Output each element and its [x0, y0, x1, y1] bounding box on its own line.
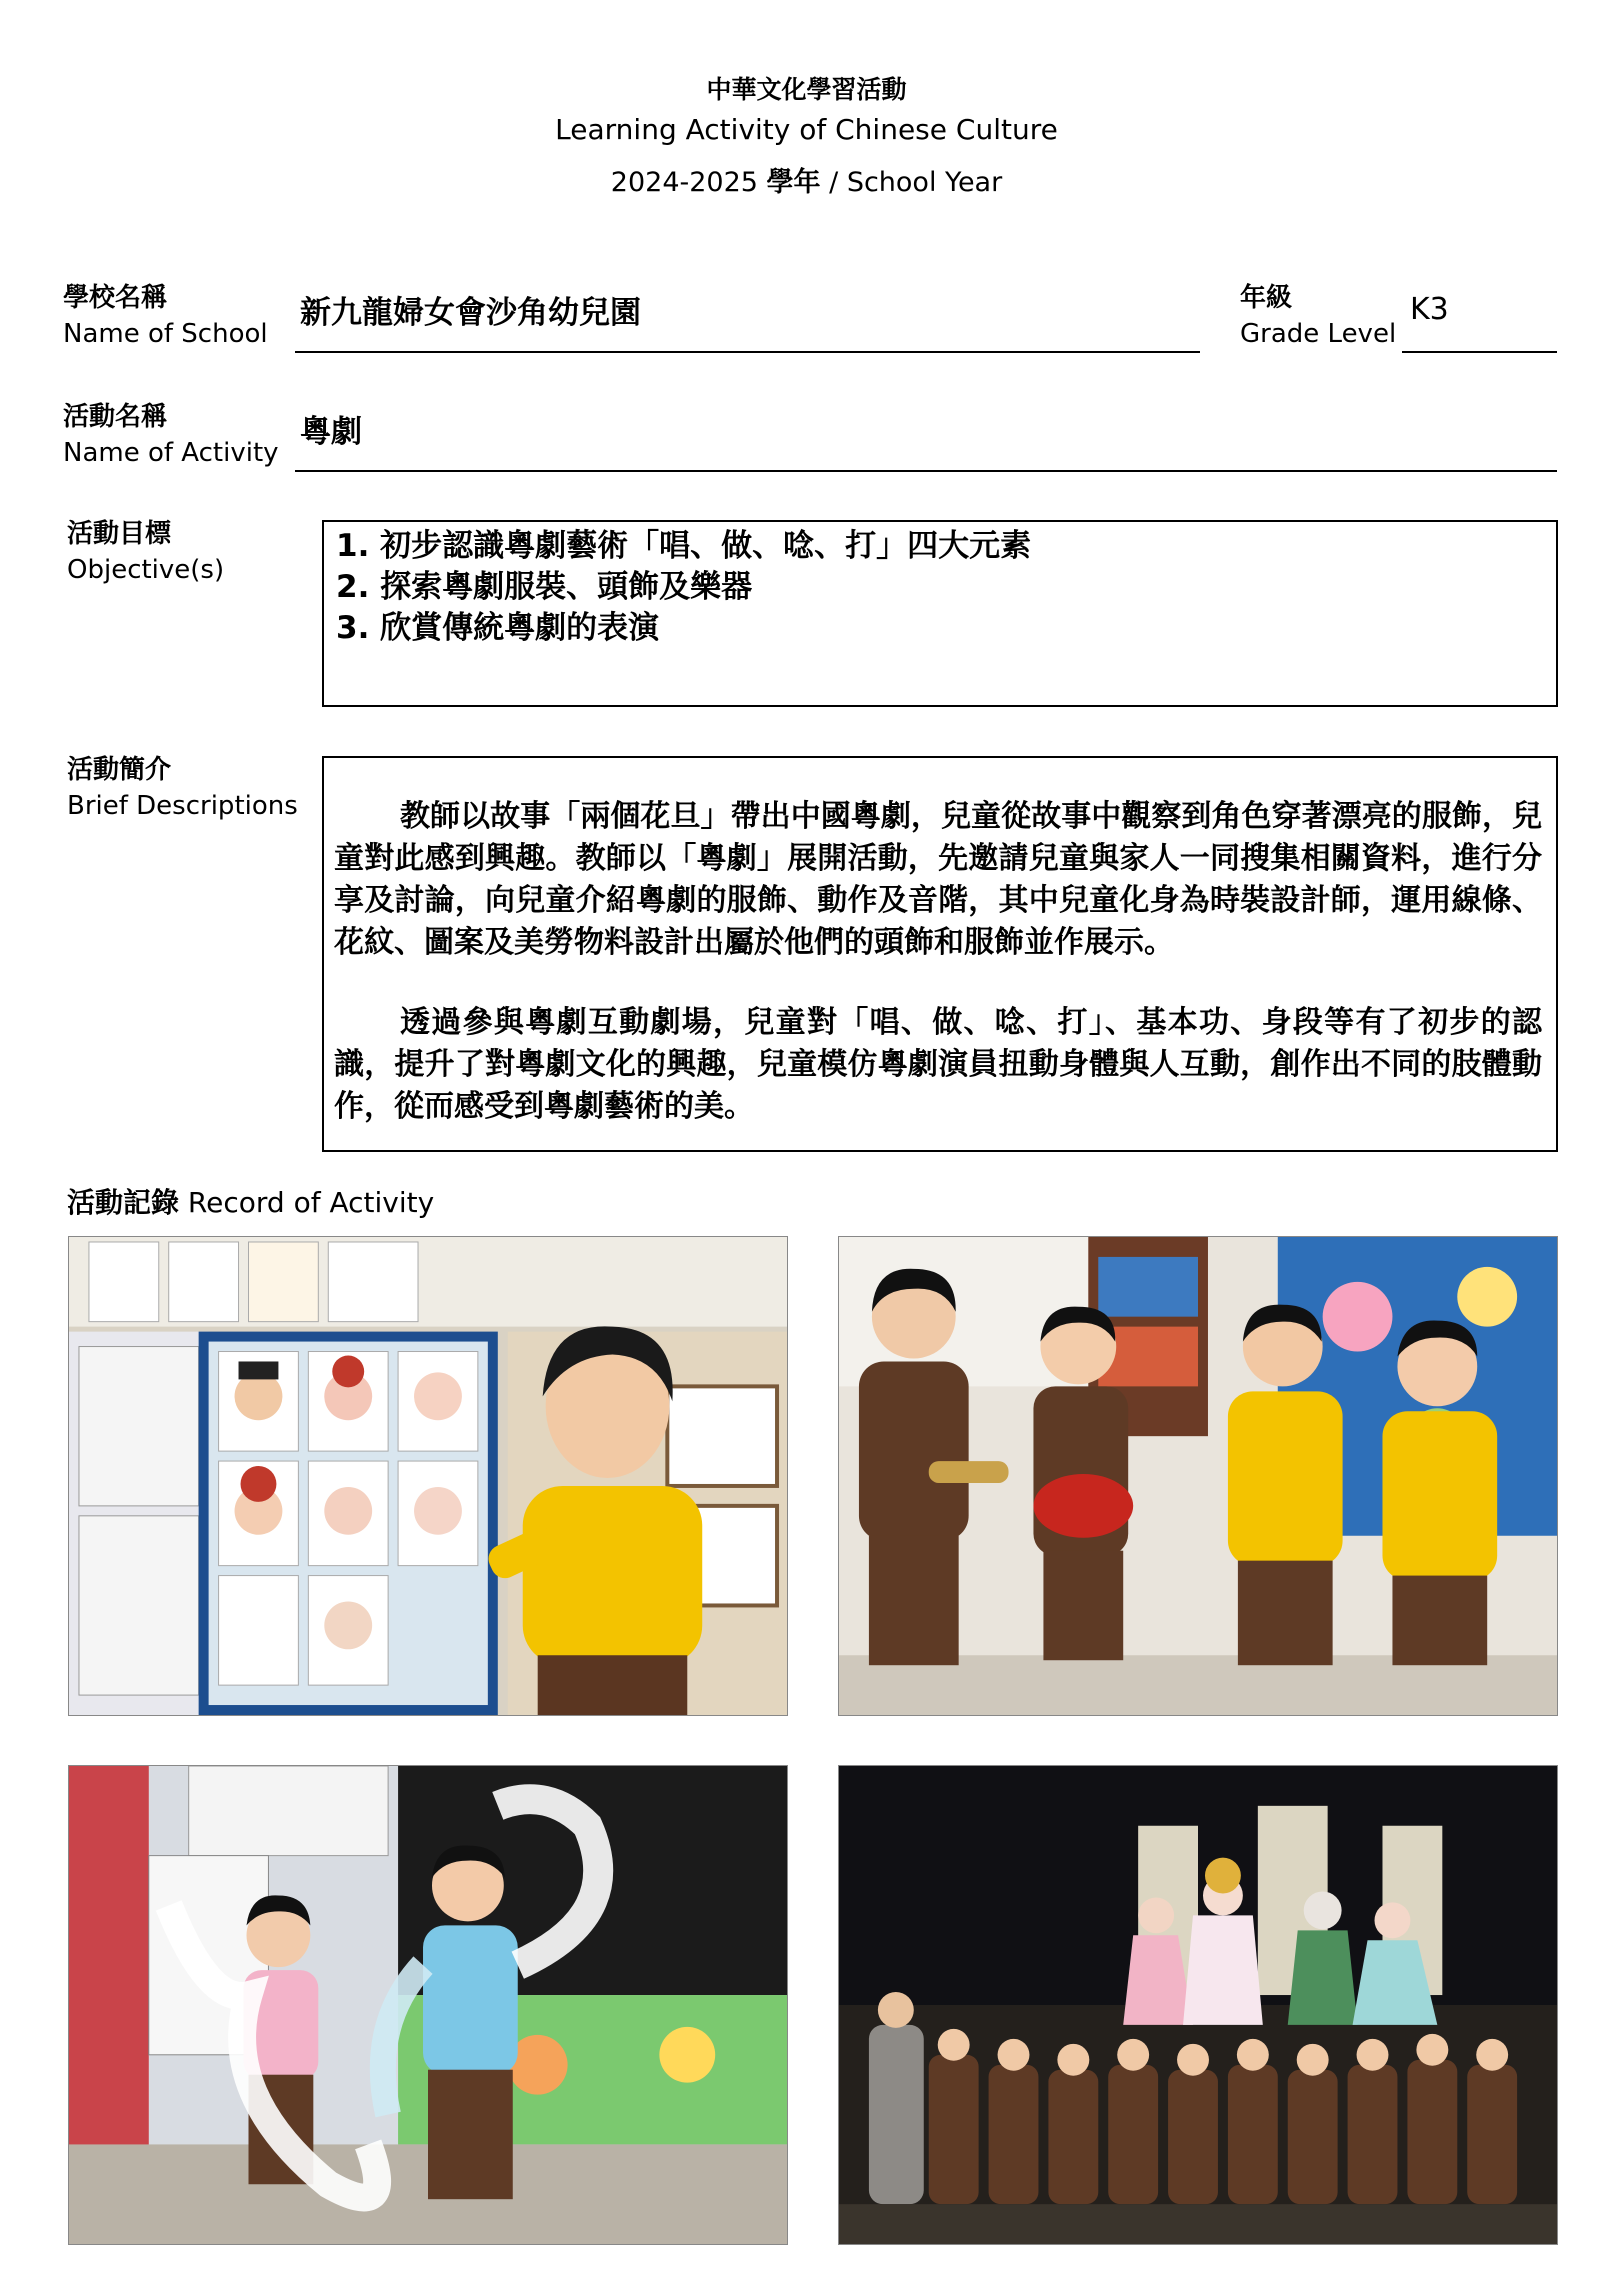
photo-illustration [839, 1766, 1557, 2244]
grade-label [1240, 280, 1396, 352]
school-year-number: 2024-2025 [610, 167, 758, 198]
record-label-en: Record of Activity [187, 1186, 435, 1219]
doc-title-zh: 中華文化學習活動 [706, 75, 907, 104]
school-year-en: / School Year [829, 167, 1003, 198]
record-label [67, 1181, 434, 1221]
photo-illustration [839, 1237, 1557, 1715]
activity-photo-instruments [838, 1236, 1558, 1716]
description-paragraph: 透過參與粵劇互動劇場，兒童對「唱、做、唸、打」、基本功、身段等有了初步的認識，提升了對粵劇文化的興趣，兒童模仿粵劇演員扭動身體與人互動，創作出不同的肢體動作，從而感受到粵劇藝術的美。 [334, 1005, 1542, 1124]
grade-level-value: K3 [1410, 292, 1449, 327]
record-label-zh: 活動記錄 [67, 1186, 180, 1219]
objectives-label-en: Objective(s) [67, 555, 225, 585]
activity-label [63, 399, 279, 471]
objective-item: 2. 探索粵劇服裝、頭飾及樂器 [336, 569, 753, 605]
activity-label-zh: 活動名稱 [63, 402, 168, 432]
school-year-zh: 學年 [766, 167, 821, 198]
photo-illustration [69, 1237, 787, 1715]
objective-item: 3. 欣賞傳統粵劇的表演 [336, 610, 660, 646]
objective-item: 1. 初步認識粵劇藝術「唱、做、唸、打」四大元素 [336, 528, 1032, 564]
activity-name-value: 粵劇 [300, 414, 362, 450]
school-underline [295, 351, 1200, 353]
grade-label-zh: 年級 [1240, 283, 1293, 313]
grade-underline [1402, 351, 1557, 353]
description-box [322, 756, 1558, 1152]
activity-photo-water-sleeves [68, 1765, 788, 2245]
grade-label-en: Grade Level [1240, 319, 1397, 349]
description-paragraph: 教師以故事「兩個花旦」帶出中國粵劇，兒童從故事中觀察到角色穿著漂亮的服飾，兒童對此感到興趣。教師以「粵劇」展開活動，先邀請兒童與家人一同搜集相關資料，進行分享及討論，向兒童介紹粵劇的服飾、動作及音階，其中兒童化身為時裝設計師，運用線條、花紋、圖案及美勞物料設計出屬於他們的頭飾和服飾並作展示。 [334, 799, 1542, 960]
school-label-en: Name of School [63, 319, 268, 349]
photo-illustration [69, 1766, 787, 2244]
school-year [0, 160, 1613, 199]
school-label [63, 280, 268, 352]
activity-photo-stage-group [838, 1765, 1558, 2245]
activity-label-en: Name of Activity [63, 438, 279, 468]
objectives-box [322, 520, 1558, 707]
activity-photo-face-drawings [68, 1236, 788, 1716]
school-name-value: 新九龍婦女會沙角幼兒園 [300, 295, 641, 331]
description-label [67, 752, 298, 824]
description-label-zh: 活動簡介 [67, 755, 172, 785]
objectives-label [67, 516, 224, 588]
objectives-label-zh: 活動目標 [67, 519, 172, 549]
description-label-en: Brief Descriptions [67, 791, 298, 821]
activity-underline [295, 470, 1557, 472]
doc-title-en: Learning Activity of Chinese Culture [555, 113, 1058, 146]
school-label-zh: 學校名稱 [63, 283, 168, 313]
